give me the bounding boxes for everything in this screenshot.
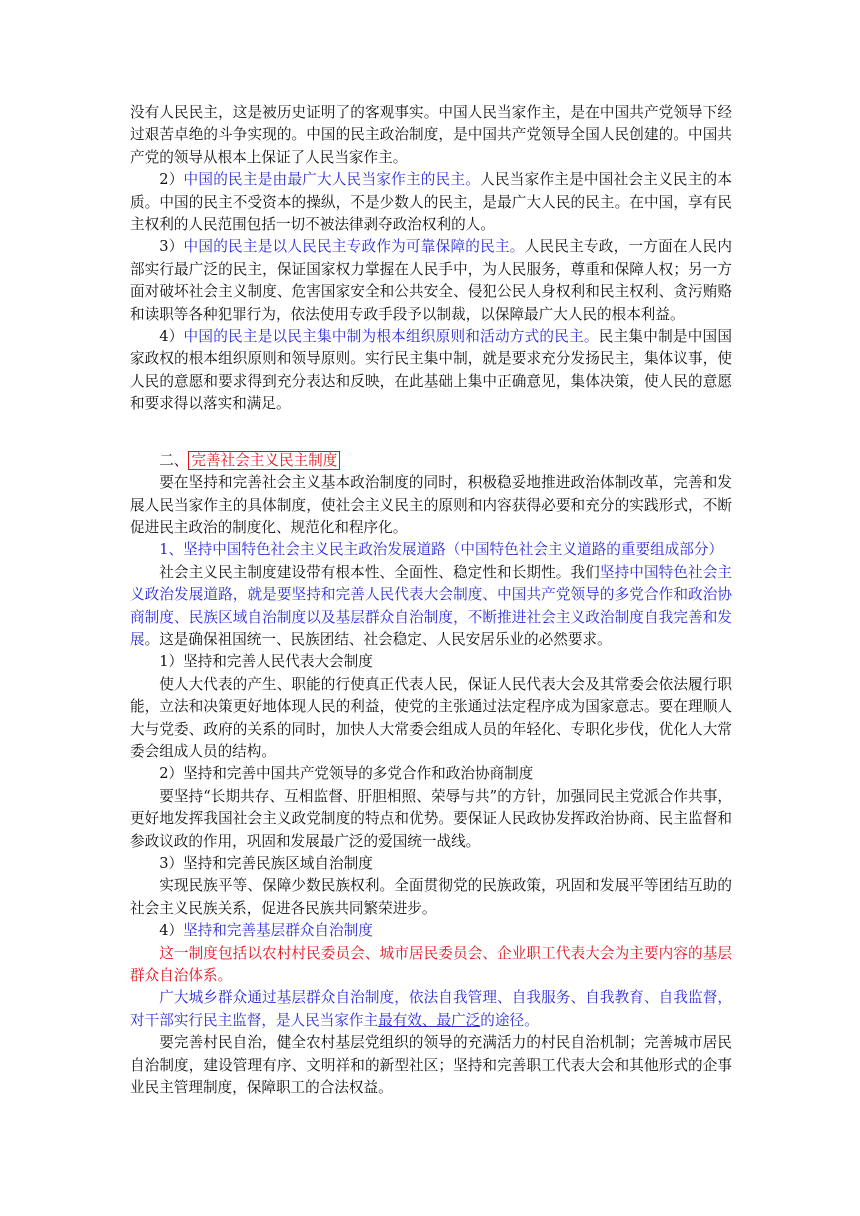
sub4-blue-note — [130, 987, 732, 1032]
section-title-boxed: 完善社会主义民主制度 — [188, 451, 340, 470]
highlight-text: 坚持中国特色社会主义政治发展道路，就是要坚持和完善人民代表大会制度、中国共产党领导的多党合作和政治协商制度、民族区域自治制度以及基层群众自治制度，不断推进社会主义政治制度自我完善和发展 — [130, 563, 732, 648]
paragraph-democracy-4 — [130, 326, 732, 416]
paragraph-intro: 要在坚持和完善社会主义基本政治制度的同时，积极稳妥地推进政治体制改革，完善和发展人民当家作主的具体制度，使社会主义民主的原则和内容获得必要和充分的实践形式，不断促进民主政治的制度化、规范化和程序化。 — [130, 474, 732, 536]
highlight-text: 坚持和完善基层群众自治制度 — [183, 922, 373, 940]
paragraph-democracy-3 — [130, 236, 732, 326]
sub2-body: 要坚持“长期共存、互相监督、肝胆相照、荣辱与共”的方针，加强同民主党派合作共事，更好地发挥我国社会主义政党制度的特点和优势。要保证人民政协发挥政治协商、民主监督和参政议政的作用，巩固和发展最广泛的爱国统一战线。 — [130, 787, 732, 850]
sub4-red-note: 这一制度包括以农村村民委员会、城市居民委员会、企业职工代表大会为主要内容的基层群众自治体系。 — [130, 944, 732, 985]
item-number: 4） — [159, 328, 184, 346]
body-text: 人民当家作主是中国社会主义民主的本质。中国的民主不受资本的操纵，不是少数人的民主，是最广大人民的民主。在中国，享有民主权利的人民范围包括一切不被法律剥夺政治权利的人。 — [130, 171, 732, 234]
item1-body — [130, 562, 732, 652]
section-number: 二、 — [159, 451, 189, 469]
item-number: 3） — [159, 238, 184, 256]
section-heading — [130, 450, 732, 472]
item-number: 2） — [159, 171, 184, 189]
highlight-text: 中国的民主是以人民民主专政作为可靠保障的民主。 — [183, 238, 525, 256]
highlight-text: 中国的民主是以民主集中制为根本组织原则和活动方式的民主。 — [183, 328, 599, 346]
sub4-body: 要完善村民自治，健全农村基层党组织的领导的充满活力的村民自治机制；完善城市居民自治制度，建设管理有序、文明祥和的新型社区；坚持和完善职工代表大会和其他形式的企事业民主管理制度，保障职工的合法权益。 — [130, 1034, 732, 1097]
sub3-body: 实现民族平等、保障少数民族权利。全面贯彻党的民族政策，巩固和发展平等团结互助的社会主义民族关系，促进各民族共同繁荣进步。 — [130, 877, 732, 917]
paragraph-democracy-2 — [130, 169, 732, 236]
document-page — [130, 102, 732, 1099]
sub2-title: 2）坚持和完善中国共产党领导的多党合作和政治协商制度 — [159, 765, 534, 783]
sub4-title — [130, 920, 732, 942]
section-gap — [130, 416, 732, 450]
paragraph-history: 没有人民民主，这是被历史证明了的客观事实。中国人民当家作主，是在中国共产党领导下经过艰苦卓绝的斗争实现的。中国的民主政治制度，是中国共产党领导全国人民创建的。中国共产党的领导从根本上保证了人民当家作主。 — [130, 104, 732, 166]
body-text: 人民民主专政，一方面在人民内部实行最广泛的民主，保证国家权力掌握在人民手中，为人民服务，尊重和保障人权；另一方面对破坏社会主义制度、危害国家安全和公共安全、侵犯公民人身权利和民主权利、贪污贿赂和读职等各种犯罪行为，依法使用专政手段予以制裁，以保障最广大人民的根本利益。 — [130, 238, 732, 323]
underlined-text: 最有效、最广泛 — [378, 1011, 481, 1029]
item-number: 4） — [159, 922, 184, 940]
body-text: 社会主义民主制度建设带有根本性、全面性、稳定性和长期性。我们 — [159, 563, 600, 581]
highlight-text: 的途径。 — [480, 1011, 539, 1029]
highlight-text: 中国的民主是由最广大人民当家作主的民主。 — [183, 171, 481, 189]
sub1-body: 使人大代表的产生、职能的行使真正代表人民，保证人民代表大会及其常委会依法履行职能，立法和决策更好地体现人民的利益，使党的主张通过法定程序成为国家意志。要在理顺人大与党委、政府的关系的同时，加快人大常委会组成人员的年轻化、专职化步伐，优化人大常委会组成人员的结构。 — [130, 675, 732, 760]
sub3-title: 3）坚持和完善民族区域自治制度 — [159, 855, 373, 872]
body-text: 。这是确保祖国统一、民族团结、社会稳定、人民安居乐业的必然要求。 — [144, 630, 612, 648]
body-text: 民主集中制是中国国家政权的根本组织原则和领导原则。实行民主集中制，就是要求充分发扬民主，集体议事，使人民的意愿和要求得到充分表达和反映，在此基础上集中正确意见，集体决策，使人民的意愿和要求得以落实和满足。 — [130, 328, 732, 413]
sub1-title: 1）坚持和完善人民代表大会制度 — [159, 653, 373, 671]
highlight-text: 广大城乡群众通过基层群众自治制度，依法自我管理、自我服务、自我教育、自我监督，对干部实行民主监督，是人民当家作主 — [130, 989, 732, 1029]
item1-title: 1、坚持中国特色社会主义民主政治发展道路（中国特色社会主义道路的重要组成部分） — [159, 541, 724, 559]
